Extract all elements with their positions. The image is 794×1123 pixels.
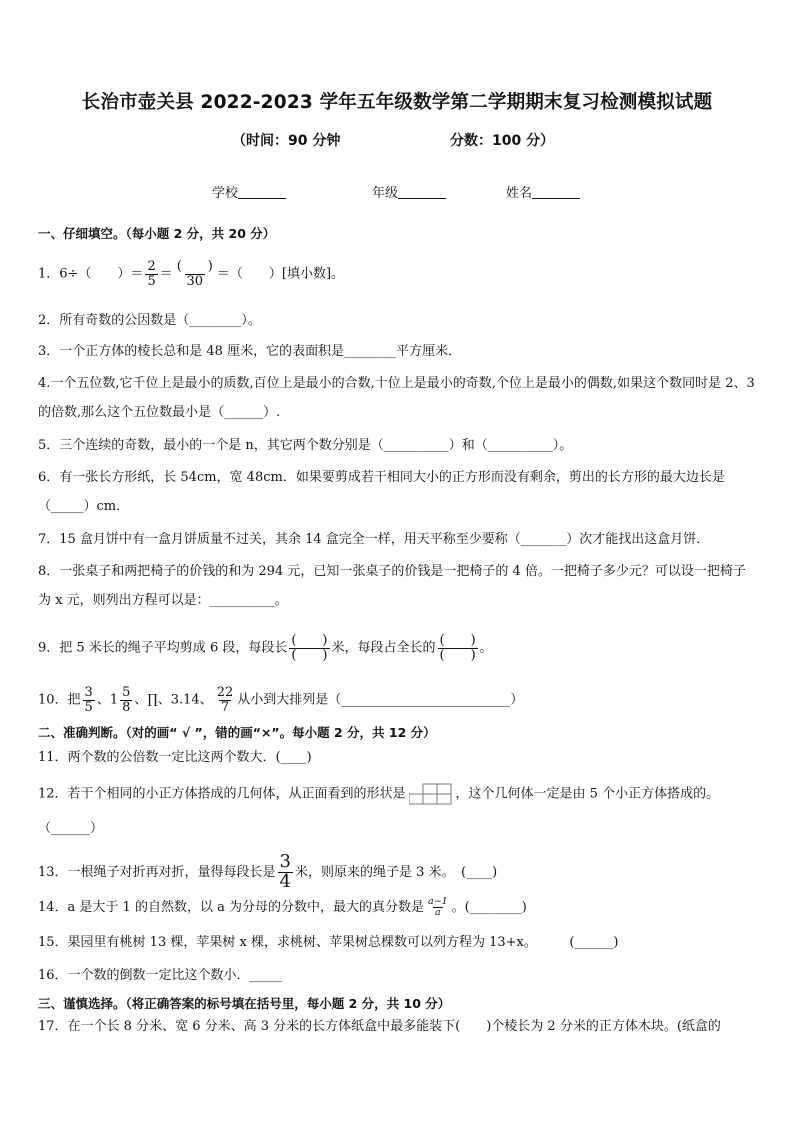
question-8: 8．一张桌子和两把椅子的价钱的和为 294 元，已知一张桌子的价钱是一把椅子的 4 倍。一把椅子多少元？可以设一把椅子为 x 元，则列出方程可以是：__________。 <box>38 564 746 608</box>
section-1-heading: 一、仔细填空。（每小题 2 分，共 20 分） <box>38 226 276 241</box>
front-view-figure <box>409 783 453 805</box>
fraction: $\frac{3}{5}$ <box>84 685 93 715</box>
question-16: 16．一个数的倒数一定比这个数小．_____ <box>38 968 283 983</box>
grade-blank <box>398 184 446 199</box>
time-limit: （时间：90 分钟 <box>232 133 341 149</box>
question-17: 17．在一个长 8 分米、宽 6 分米、高 3 分米的长方体纸盒中最多能装下( )个棱长为 2 分米的正方体木块。(纸盒的 <box>38 1019 721 1034</box>
question-15: 15．果园里有桃树 13 棵，苹果树 x 棵，求桃树、苹果树总棵数可以列方程为 13+x。 (______) <box>38 935 619 950</box>
section-3-heading: 三、谨慎选择。（将正确答案的标号填在括号里，每小题 2 分，共 10 分） <box>38 996 451 1011</box>
question-13: 13．一根绳子对折再对折，量得每段长是 $\frac{3}{4}$ 米，则原来的绳子是 3 米。 (____) <box>38 851 498 892</box>
fraction: $\frac{a-1}{a}$ <box>427 896 448 918</box>
question-4: 4.一个五位数,它千位上是最小的质数,百位上是最小的合数,十位上是最小的奇数,个位上是最小的偶数,如果这个数同时是 2、3 的倍数,那么这个五位数最小是（______）. <box>38 376 755 420</box>
question-11: 11．两个数的公倍数一定比这两个数大．(____) <box>38 750 312 765</box>
section-2-heading: 二、准确判断。（对的画“ √ ”，错的画“×”。每小题 2 分，共 12 分） <box>38 725 436 740</box>
fraction: $\frac{5}{8}$ <box>122 685 131 715</box>
fraction: $\frac{22}{7}$ <box>216 685 234 715</box>
question-14: 14．a 是大于 1 的自然数，以 a 为分母的分数中，最大的真分数是 $\frac{a-1}{a}$ 。(________) <box>38 896 527 918</box>
name-label: 姓名 <box>506 186 533 201</box>
question-2: 2．所有奇数的公因数是（________）。 <box>38 313 261 328</box>
grade-label: 年级 <box>372 186 399 201</box>
question-5: 5．三个连续的奇数，最小的一个是 n，其它两个数分别是（__________）和（__________）。 <box>38 438 573 453</box>
question-12-answer: （______） <box>38 821 104 836</box>
grade-field <box>372 182 446 201</box>
question-1: 1．6÷（ ）＝ $\frac{2}{5}$ ＝ $\frac{( )}{30}$ ＝（ ）[填小数]。 <box>38 259 345 289</box>
fraction: $\frac{3}{4}$ <box>279 851 291 892</box>
question-3: 3．一个正方体的棱长总和是 48 厘米，它的表面积是________平方厘米． <box>38 344 462 359</box>
question-9: 9．把 5 米长的绳子平均剪成 6 段，每段长 $\frac{( )}{( )}$ 米，每段占全长的 $\frac{( )}{( )}$ 。 <box>38 633 493 663</box>
school-blank <box>238 184 286 199</box>
question-7: 7．15 盒月饼中有一盒月饼质量不过关，其余 14 盒完全一样，用天平称至少要称（_______）次才能找出这盒月饼． <box>38 532 710 547</box>
question-10: 10．把 $\frac{3}{5}$ 、1 $\frac{5}{8}$ 、∏、3.14、 $\frac{22}{7}$ 从小到大排列是（__________________________） <box>38 685 524 715</box>
school-field <box>212 182 286 201</box>
school-label: 学校 <box>212 186 239 201</box>
fraction: $\frac{( )}{( )}$ <box>291 633 328 663</box>
fraction: $\frac{( )}{( )}$ <box>439 633 476 663</box>
exam-title: 长治市壶关县 2022-2023 学年五年级数学第二学期期末复习检测模拟试题 <box>81 92 713 113</box>
name-blank <box>532 184 580 199</box>
question-6: 6．有一张长方形纸，长 54cm，宽 48cm．如果要剪成若干相同大小的正方形而没有剩余，剪出的长方形的最大边长是（_____）cm． <box>38 470 725 514</box>
question-12: 12．若干个相同的小正方体搭成的几何体，从正面看到的形状是 ，这个几何体一定是由 5 个小正方体搭成的。 <box>38 783 758 806</box>
name-field <box>506 182 580 201</box>
fraction: $\frac{( )}{30}$ <box>176 259 213 289</box>
fraction: $\frac{2}{5}$ <box>147 259 156 289</box>
total-score: 分数：100 分） <box>450 133 555 149</box>
